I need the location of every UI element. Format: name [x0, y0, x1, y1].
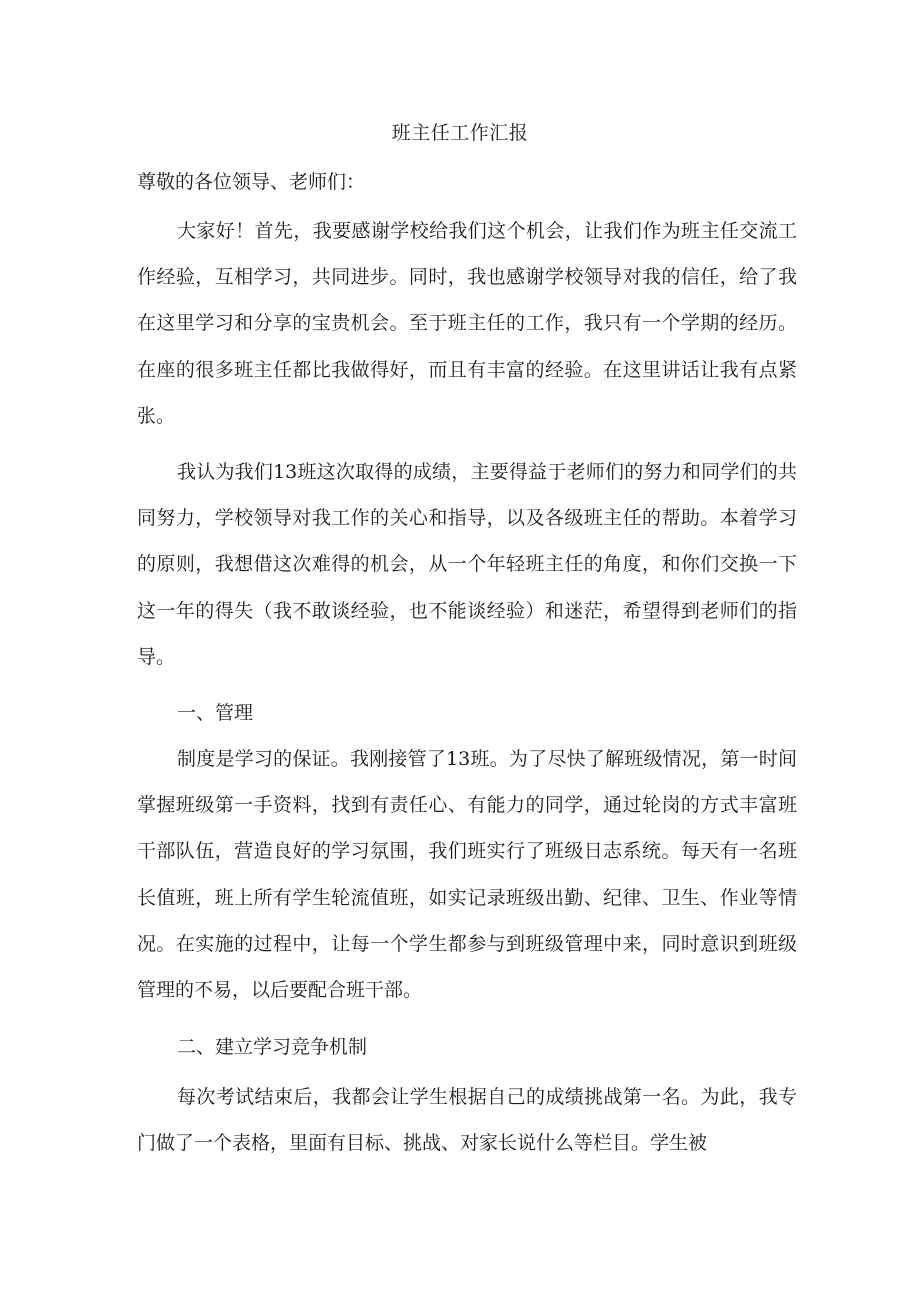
paragraph-intro: 大家好！首先，我要感谢学校给我们这个机会，让我们作为班主任交流工作经验，互相学习，共同进步。同时，我也感谢学校领导对我的信任，给了我在这里学习和分享的宝贵机会。至于班主任的工作，我只有一个学期的经历。在座的很多班主任都比我做得好，而且有丰富的经验。在这里讲话让我有点紧张。	[137, 220, 797, 427]
document-title: 班主任工作汇报	[391, 122, 529, 144]
paragraph-management: 制度是学习的保证。我刚接管了13班。为了尽快了解班级情况，第一时间掌握班级第一手资料，找到有责任心、有能力的同学，通过轮岗的方式丰富班干部队伍，营造良好的学习氛围，我们班实行了班级日志系统。每天有一名班长值班，班上所有学生轮流值班，如实记录班级出勤、纪律、卫生、作业等情况。在实施的过程中，让每一个学生都参与到班级管理中来，同时意识到班级管理的不易，以后要配合班干部。	[137, 748, 797, 1002]
salutation: 尊敬的各位领导、老师们：	[137, 171, 366, 193]
section-heading-management: 一、管理	[177, 702, 254, 724]
paragraph-competition: 每次考试结束后，我都会让学生根据自己的成绩挑战第一名。为此，我专门做了一个表格，里面有目标、挑战、对家长说什么等栏目。学生被	[137, 1086, 797, 1155]
section-heading-competition: 二、建立学习竞争机制	[177, 1036, 368, 1058]
paragraph-achievement: 我认为我们13班这次取得的成绩，主要得益于老师们的努力和同学们的共同努力，学校领导对我工作的关心和指导，以及各级班主任的帮助。本着学习的原则，我想借这次难得的机会，从一个年轻班主任的角度，和你们交换一下这一年的得失（我不敢谈经验，也不能谈经验）和迷茫，希望得到老师们的指导。	[137, 461, 797, 668]
